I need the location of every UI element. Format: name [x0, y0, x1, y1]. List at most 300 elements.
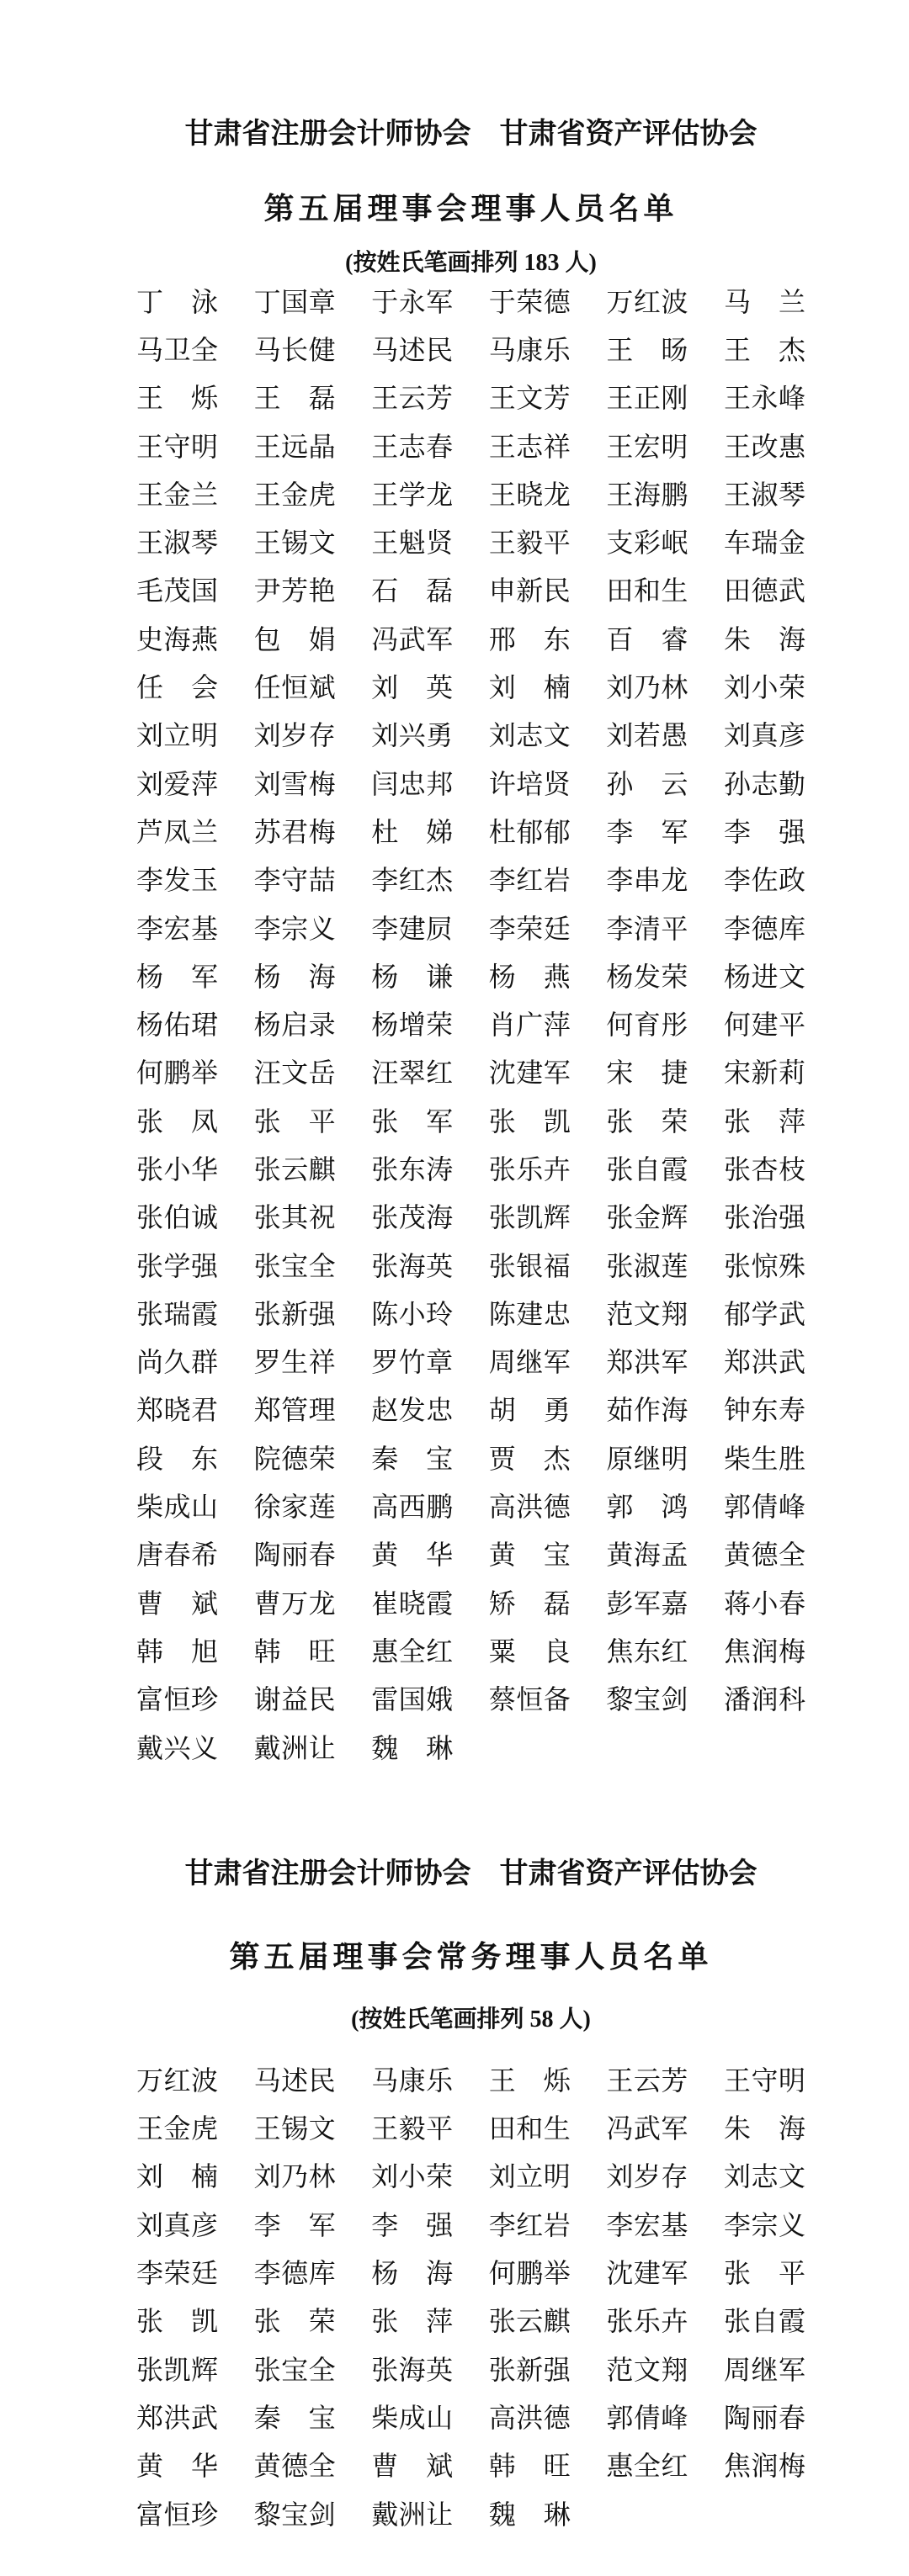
- member-name: [606, 674, 688, 701]
- name-char: 全: [308, 2354, 336, 2385]
- member-name: [371, 2260, 453, 2287]
- name-char: 丁: [253, 286, 281, 317]
- name-char: 发: [163, 865, 191, 896]
- name-char: 金: [163, 2113, 191, 2144]
- name-char: 雪: [281, 768, 309, 799]
- name-char: 洪: [516, 1492, 544, 1523]
- name-char: 兰: [778, 286, 805, 317]
- name-char: 荣: [516, 286, 544, 317]
- name-char: 包: [253, 623, 281, 655]
- member-name: [723, 1395, 805, 1426]
- name-char: 福: [543, 1250, 571, 1281]
- name-char: 荣: [163, 2258, 191, 2289]
- name-char: 启: [281, 1010, 309, 1041]
- name-char: 刘: [371, 720, 399, 751]
- member-name: [723, 575, 805, 607]
- name-char: 张: [253, 1105, 281, 1137]
- name-char: 增: [398, 1010, 426, 1041]
- name-char: 琴: [190, 527, 218, 559]
- name-char: 波: [190, 2065, 218, 2096]
- name-char: 黄: [371, 1540, 399, 1571]
- member-name: [723, 1057, 805, 1089]
- name-char: 勇: [426, 720, 454, 751]
- name-char: 魏: [488, 2499, 516, 2530]
- name-char: 红: [633, 286, 661, 317]
- member-name: [724, 433, 805, 460]
- name-char: 萍: [778, 1105, 805, 1137]
- member-name: [136, 334, 218, 365]
- name-char: 宏: [633, 2209, 661, 2240]
- name-char: 黎: [606, 1684, 634, 1715]
- name-char: 红: [426, 1057, 454, 1089]
- name-char: 自: [751, 2306, 779, 2337]
- name-char: 潘: [723, 1684, 751, 1715]
- name-char: 龙: [308, 1587, 336, 1619]
- name-row: [136, 2105, 805, 2153]
- name-row: [136, 278, 805, 326]
- name-char: 辉: [190, 2354, 218, 2385]
- name-char: 王: [371, 527, 399, 559]
- name-char: 王: [606, 431, 634, 462]
- name-char: 新: [516, 2354, 544, 2385]
- member-name: [606, 1250, 688, 1281]
- member-name: [488, 527, 571, 559]
- name-char: 李: [253, 913, 281, 944]
- name-char: 洪: [751, 1347, 779, 1378]
- name-char: 王: [136, 431, 164, 462]
- member-name: [489, 2404, 571, 2431]
- member-name: [253, 1153, 336, 1185]
- name-char: 宋: [723, 1057, 751, 1089]
- name-row: [136, 856, 805, 904]
- name-char: 文: [778, 961, 805, 992]
- name-char: 峰: [778, 1492, 805, 1523]
- name-char: 晶: [308, 431, 336, 462]
- name-char: 于: [488, 286, 516, 317]
- member-name: [488, 286, 571, 317]
- name-char: 李: [253, 865, 281, 896]
- name-char: 益: [281, 1684, 309, 1715]
- name-char: 小: [751, 672, 779, 703]
- name-char: 银: [516, 1250, 544, 1281]
- name-char: 春: [778, 2402, 805, 2433]
- name-char: 彩: [633, 527, 661, 559]
- name-char: 民: [426, 334, 454, 365]
- name-char: 政: [778, 865, 805, 896]
- name-char: 洲: [398, 2499, 426, 2530]
- name-char: 刘: [136, 2161, 164, 2192]
- name-char: 海: [661, 1395, 688, 1426]
- name-char: 康: [516, 334, 544, 365]
- name-char: 郑: [253, 1395, 281, 1426]
- name-char: 马: [488, 334, 516, 365]
- name-char: 忠: [543, 1298, 571, 1329]
- name-char: 乐: [516, 1153, 544, 1185]
- name-char: 任: [136, 672, 164, 703]
- member-name: [254, 2115, 336, 2142]
- name-char: 义: [778, 2209, 805, 2240]
- name-char: 王: [606, 2065, 634, 2096]
- name-char: 海: [426, 1202, 454, 1233]
- name-char: 王: [723, 334, 751, 365]
- member-name: [253, 286, 336, 317]
- name-char: 刘: [253, 768, 281, 799]
- name-char: 杨: [136, 1010, 164, 1041]
- name-char: 周: [723, 2354, 751, 2385]
- name-char: 刘: [371, 2161, 399, 2192]
- name-char: 周: [488, 1347, 516, 1378]
- name-char: 生: [661, 575, 688, 607]
- name-char: 李: [136, 913, 164, 944]
- name-char: 改: [751, 431, 779, 462]
- name-char: 范: [606, 2354, 634, 2385]
- member-name: [489, 2260, 571, 2287]
- name-char: 明: [190, 431, 218, 462]
- name-char: 文: [633, 2354, 661, 2385]
- name-char: 剑: [661, 1684, 688, 1715]
- name-char: 自: [633, 1153, 661, 1185]
- name-char: 王: [371, 431, 399, 462]
- member-name: [371, 1732, 454, 1763]
- name-char: 翔: [661, 1298, 688, 1329]
- member-name: [371, 1492, 454, 1523]
- name-char: 张: [488, 1250, 516, 1281]
- name-char: 刚: [661, 383, 688, 414]
- name-char: 全: [778, 1540, 805, 1571]
- member-name: [723, 1153, 805, 1185]
- name-char: 红: [516, 2209, 544, 2240]
- member-name: [724, 722, 805, 749]
- member-name: [724, 2163, 805, 2190]
- name-char: 李: [253, 2209, 281, 2240]
- standing-directors-name-list: [136, 2056, 805, 2538]
- member-name: [723, 1587, 805, 1619]
- name-char: 沈: [488, 1057, 516, 1089]
- name-char: 戴: [371, 2499, 399, 2530]
- name-char: 作: [633, 1395, 661, 1426]
- member-name: [371, 1105, 454, 1137]
- org-names-title: 甘肃省注册会计师协会 甘肃省资产评估协会: [184, 1858, 758, 1890]
- name-char: 金: [778, 527, 805, 559]
- name-char: 军: [661, 816, 688, 847]
- member-name: [136, 1153, 218, 1185]
- name-char: 管: [281, 1395, 309, 1426]
- member-name: [723, 1540, 805, 1571]
- name-char: 杨: [371, 1010, 399, 1041]
- name-char: 海: [308, 961, 336, 992]
- name-char: 张: [723, 1250, 751, 1281]
- member-name: [723, 383, 805, 414]
- member-name: [606, 1492, 688, 1523]
- name-char: 文: [543, 720, 571, 751]
- member-name: [606, 2115, 688, 2142]
- name-char: 乃: [281, 2161, 309, 2192]
- name-char: 德: [751, 575, 779, 607]
- name-char: 珍: [190, 1684, 218, 1715]
- member-name: [488, 383, 571, 414]
- name-char: 述: [281, 2065, 309, 2096]
- name-char: 燕: [543, 961, 571, 992]
- name-char: 虎: [190, 2113, 218, 2144]
- name-char: 郑: [136, 1395, 164, 1426]
- name-char: 鹏: [163, 1057, 191, 1089]
- name-row: [136, 1531, 805, 1579]
- name-char: 张: [606, 2306, 634, 2337]
- name-char: 徐: [253, 1492, 281, 1523]
- name-char: 磊: [543, 1587, 571, 1619]
- name-char: 建: [398, 913, 426, 944]
- name-char: 红: [516, 865, 544, 896]
- name-char: 旭: [190, 1635, 218, 1667]
- member-name: [253, 1298, 336, 1329]
- member-name: [724, 481, 805, 508]
- name-char: 霞: [778, 2306, 805, 2337]
- member-name: [371, 527, 454, 559]
- member-name: [488, 2451, 571, 2482]
- name-char: 毅: [398, 2113, 426, 2144]
- member-name: [606, 481, 688, 508]
- member-name: [606, 286, 688, 317]
- name-char: 张: [723, 1105, 751, 1137]
- name-char: 金: [163, 479, 191, 510]
- name-char: 成: [163, 1492, 191, 1523]
- name-char: 全: [308, 2451, 336, 2482]
- member-name: [606, 963, 688, 990]
- member-name: [136, 383, 218, 414]
- name-char: 育: [633, 1010, 661, 1041]
- name-char: 郁: [516, 816, 544, 847]
- name-char: 全: [633, 2451, 661, 2482]
- name-char: 杨: [253, 1010, 281, 1041]
- name-char: 清: [633, 913, 661, 944]
- name-char: 李: [723, 2209, 751, 2240]
- name-char: 张: [488, 2354, 516, 2385]
- member-name: [371, 1153, 454, 1185]
- member-name: [371, 623, 454, 655]
- member-name: [136, 575, 218, 607]
- name-char: 举: [543, 2258, 571, 2289]
- name-char: 军: [661, 1347, 688, 1378]
- standing-directors-list-title: 第五届理事会常务理事人员名单: [229, 1940, 713, 1974]
- name-char: 罗: [253, 1347, 281, 1378]
- name-char: 任: [253, 672, 281, 703]
- name-char: 宗: [281, 913, 309, 944]
- name-char: 守: [163, 431, 191, 462]
- name-char: 明: [190, 720, 218, 751]
- member-name: [489, 2115, 571, 2142]
- name-char: 虎: [308, 479, 336, 510]
- name-char: 张: [723, 2258, 751, 2289]
- member-name: [371, 1686, 453, 1713]
- member-name: [136, 768, 218, 799]
- name-char: 荣: [308, 1443, 336, 1474]
- name-char: 嘉: [661, 1587, 688, 1619]
- name-char: 邦: [426, 768, 454, 799]
- name-char: 卉: [661, 2306, 688, 2337]
- member-name: [489, 674, 571, 701]
- name-char: 陈: [371, 1298, 399, 1329]
- name-char: 若: [633, 720, 661, 751]
- name-char: 琳: [543, 2499, 571, 2530]
- member-name: [254, 2501, 336, 2528]
- member-name: [136, 1445, 218, 1472]
- name-char: 春: [426, 431, 454, 462]
- member-name: [371, 334, 454, 365]
- name-char: 王: [606, 383, 634, 414]
- name-char: 斌: [190, 1587, 218, 1619]
- member-name: [489, 963, 571, 990]
- name-row: [136, 1194, 805, 1242]
- name-char: 发: [633, 961, 661, 992]
- member-name: [253, 1492, 336, 1523]
- name-char: 刘: [723, 720, 751, 751]
- name-char: 健: [308, 334, 336, 365]
- name-char: 乐: [633, 2306, 661, 2337]
- name-char: 陶: [253, 1540, 281, 1571]
- name-char: 岷: [661, 527, 688, 559]
- name-char: 杰: [543, 1443, 571, 1474]
- name-char: 岁: [633, 2161, 661, 2192]
- name-row: [136, 712, 805, 760]
- name-char: 王: [253, 383, 281, 414]
- name-char: 柴: [723, 1443, 751, 1474]
- member-name: [488, 1250, 571, 1281]
- name-char: 刘: [136, 720, 164, 751]
- name-char: 正: [633, 383, 661, 414]
- name-char: 萍: [190, 768, 218, 799]
- name-char: 杨: [371, 2258, 399, 2289]
- name-row: [136, 2249, 805, 2297]
- name-char: 杰: [778, 334, 805, 365]
- member-name: [253, 1250, 336, 1281]
- name-char: 高: [488, 1492, 516, 1523]
- name-char: 锡: [281, 527, 309, 559]
- name-char: 红: [426, 1635, 454, 1667]
- member-name: [254, 2163, 336, 2190]
- name-char: 群: [190, 1347, 218, 1378]
- member-name: [136, 2356, 218, 2383]
- member-name: [606, 1153, 688, 1185]
- name-char: 志: [398, 431, 426, 462]
- member-name: [488, 1395, 571, 1426]
- member-name: [371, 865, 454, 896]
- name-char: 忠: [426, 1395, 454, 1426]
- name-char: 院: [253, 1443, 281, 1474]
- name-char: 郭: [606, 2402, 634, 2433]
- name-char: 王: [253, 479, 281, 510]
- name-char: 魏: [371, 1732, 399, 1763]
- name-char: 鹏: [661, 479, 688, 510]
- name-char: 建: [516, 1057, 544, 1089]
- name-char: 强: [426, 2209, 454, 2240]
- name-char: 雷: [371, 1684, 399, 1715]
- name-char: 小: [751, 1587, 779, 1619]
- name-char: 闫: [371, 768, 399, 799]
- name-char: 王: [606, 334, 634, 365]
- name-char: 马: [136, 334, 164, 365]
- name-char: 张: [253, 2306, 281, 2337]
- name-char: 新: [281, 1298, 309, 1329]
- name-char: 生: [751, 1443, 779, 1474]
- name-char: 东: [751, 1395, 779, 1426]
- member-name: [489, 915, 571, 942]
- name-char: 晓: [163, 1395, 191, 1426]
- name-char: 平: [426, 2113, 454, 2144]
- member-name: [253, 334, 336, 365]
- member-name: [253, 623, 336, 655]
- name-char: 王: [488, 527, 516, 559]
- name-char: 荣: [778, 672, 805, 703]
- name-char: 军: [543, 1057, 571, 1089]
- name-char: 张: [488, 1105, 516, 1137]
- member-name: [489, 2163, 571, 2190]
- member-name: [253, 1105, 336, 1137]
- name-char: 唐: [136, 1540, 164, 1571]
- name-char: 洪: [516, 2402, 544, 2433]
- member-name: [488, 1635, 571, 1667]
- name-char: 春: [163, 1540, 191, 1571]
- member-name: [136, 963, 218, 990]
- name-char: 田: [488, 2113, 516, 2144]
- member-name: [136, 915, 218, 942]
- name-char: 祥: [543, 431, 571, 462]
- member-name: [724, 2067, 805, 2094]
- member-name: [488, 865, 571, 896]
- name-char: 希: [190, 1540, 218, 1571]
- name-char: 发: [398, 1395, 426, 1426]
- name-char: 贤: [426, 527, 454, 559]
- member-name: [606, 2163, 688, 2190]
- name-char: 洲: [281, 1732, 309, 1763]
- name-char: 全: [190, 334, 218, 365]
- name-char: 建: [751, 1010, 779, 1041]
- name-char: 武: [778, 575, 805, 607]
- name-char: 刘: [253, 720, 281, 751]
- name-row: [136, 2298, 805, 2345]
- name-char: 邢: [488, 623, 516, 655]
- member-name: [253, 1732, 336, 1763]
- name-char: 德: [281, 1443, 309, 1474]
- name-char: 茹: [606, 1395, 634, 1426]
- name-char: 守: [751, 2065, 779, 2096]
- name-char: 马: [253, 2065, 281, 2096]
- name-char: 杜: [371, 816, 399, 847]
- name-char: 惠: [371, 1635, 399, 1667]
- name-char: 霞: [661, 1153, 688, 1185]
- name-char: 张: [136, 1202, 164, 1233]
- member-name: [136, 816, 218, 847]
- name-char: 富: [136, 2499, 164, 2530]
- member-name: [723, 1347, 805, 1378]
- name-char: 李: [606, 816, 634, 847]
- member-name: [136, 2308, 218, 2335]
- name-char: 恒: [516, 1684, 544, 1715]
- member-name: [136, 722, 218, 749]
- name-char: 文: [778, 2161, 805, 2192]
- member-name: [489, 722, 571, 749]
- name-char: 军: [426, 623, 454, 655]
- name-char: 永: [751, 383, 779, 414]
- member-name: [136, 2501, 218, 2528]
- name-char: 荣: [516, 913, 544, 944]
- name-char: 伯: [163, 1202, 191, 1233]
- name-char: 强: [778, 1202, 805, 1233]
- name-char: 戴: [136, 1732, 164, 1763]
- name-char: 武: [778, 1298, 805, 1329]
- name-row: [136, 1338, 805, 1386]
- name-char: 林: [308, 2161, 336, 2192]
- name-char: 支: [606, 527, 634, 559]
